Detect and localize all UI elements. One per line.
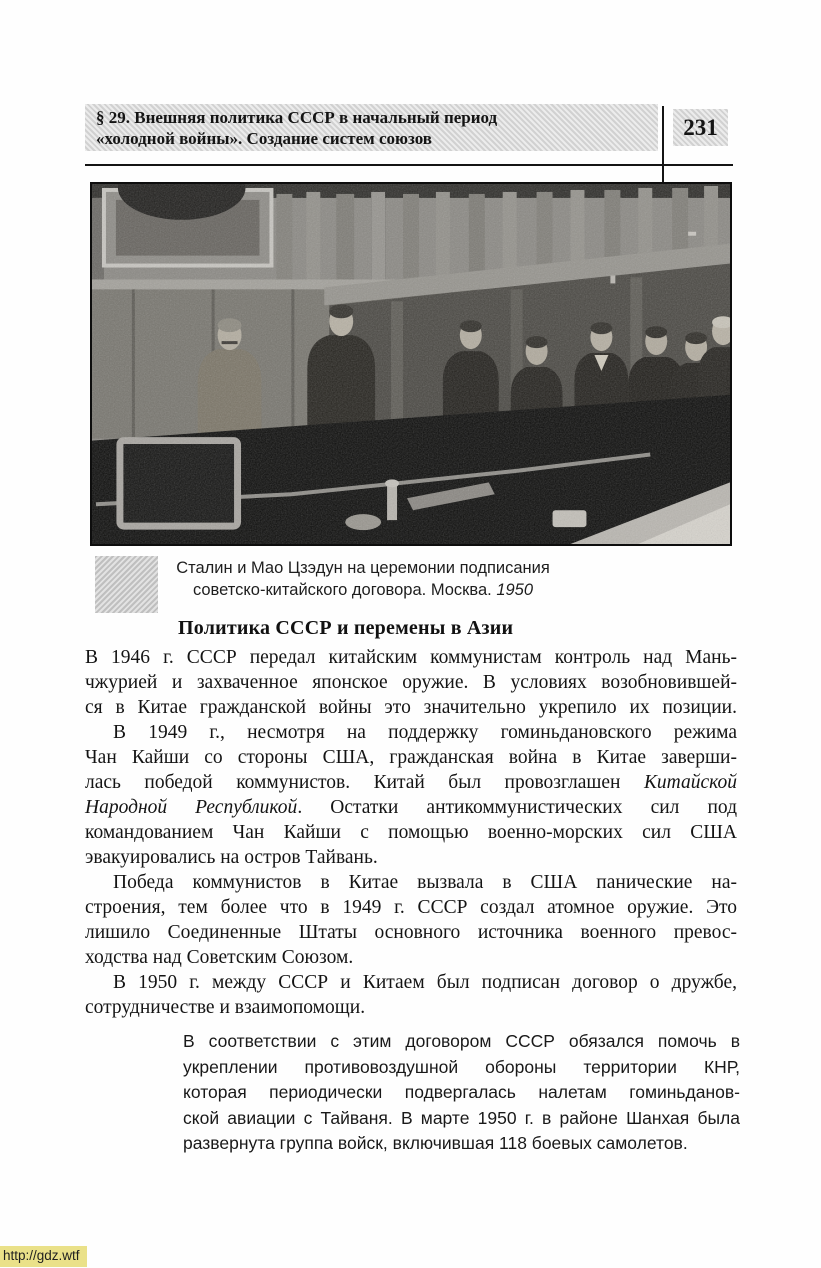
text-line: сотрудничестве и взаимопомощи. [85,997,366,1018]
header-title-line1: § 29. Внешняя политика СССР в начальный период [96,108,498,127]
paragraph [183,1029,740,1157]
text-line: Чан Кайши со стороны США, гражданская война в Китае заверши- [85,747,737,768]
text-line: лась победой коммунистов. Китай был провозглашен Китайской [85,772,737,793]
body-text [85,645,737,1020]
text-line: В 1949 г., несмотря на поддержку гоминьдановского режима [113,722,737,743]
text-line: Народной Республикой. Остатки антикоммунистических сил под [85,797,738,818]
header-horizontal-rule [85,164,733,166]
section-heading: Политика СССР и перемены в Азии [178,617,514,639]
header-title-line2: «холодной войны». Создание систем союзов [96,129,432,148]
header-vertical-rule [662,106,664,183]
caption-year: 1950 [496,581,534,599]
text-line: лишило Соединенные Штаты основного источника военного превос- [85,922,737,943]
text-line: ходства над Советским Союзом. [85,947,354,968]
text-line: эвакуировались на остров Тайвань. [85,847,378,868]
text-line: строения, тем более что в 1949 г. СССР создал атомное оружие. Это [85,897,737,918]
paragraph [85,870,737,970]
caption-line1: Сталин и Мао Цзэдун на церемонии подписания [176,559,550,577]
inset-block [183,1029,740,1157]
text-line: В соответствии с этим договором СССР обязался помочь в [183,1031,740,1051]
watermark-link[interactable]: http://gdz.wtf [0,1246,87,1267]
text-line: ской авиации с Тайваня. В марте 1950 г. в районе Шанхая была [183,1107,740,1128]
paragraph [85,645,737,720]
page-number: 231 [673,109,728,146]
text-line: развернута группа войск, включившая 118 боевых самолетов. [183,1133,688,1153]
text-line: В 1946 г. СССР передал китайским коммунистам контроль над Мань- [85,647,737,668]
paragraph [85,720,737,870]
photo-caption [148,557,578,601]
photo-illustration [92,184,730,544]
grain-overlay [92,184,730,544]
text-line: которая периодически подвергалась налетам гоминьданов- [183,1082,740,1102]
text-line: В 1950 г. между СССР и Китаем был подписан договор о дружбе, [113,972,737,993]
paragraph [85,970,737,1020]
running-header [85,104,658,151]
text-line: укреплении противовоздушной обороны территории КНР, [183,1056,740,1077]
text-line: ся в Китае гражданской войны это значительно укрепило их позиции. [85,697,737,718]
photo-stalin-mao-ceremony [90,182,732,546]
text-line: командованием Чан Кайши с помощью военно-морских сил США [85,822,737,843]
text-line: Победа коммунистов в Китае вызвала в США панические на- [113,872,737,893]
caption-line2: советско-китайского договора. Москва. 1950 [192,581,534,599]
text-line: чжурией и захваченное японское оружие. В условиях возобновившей- [85,672,737,693]
